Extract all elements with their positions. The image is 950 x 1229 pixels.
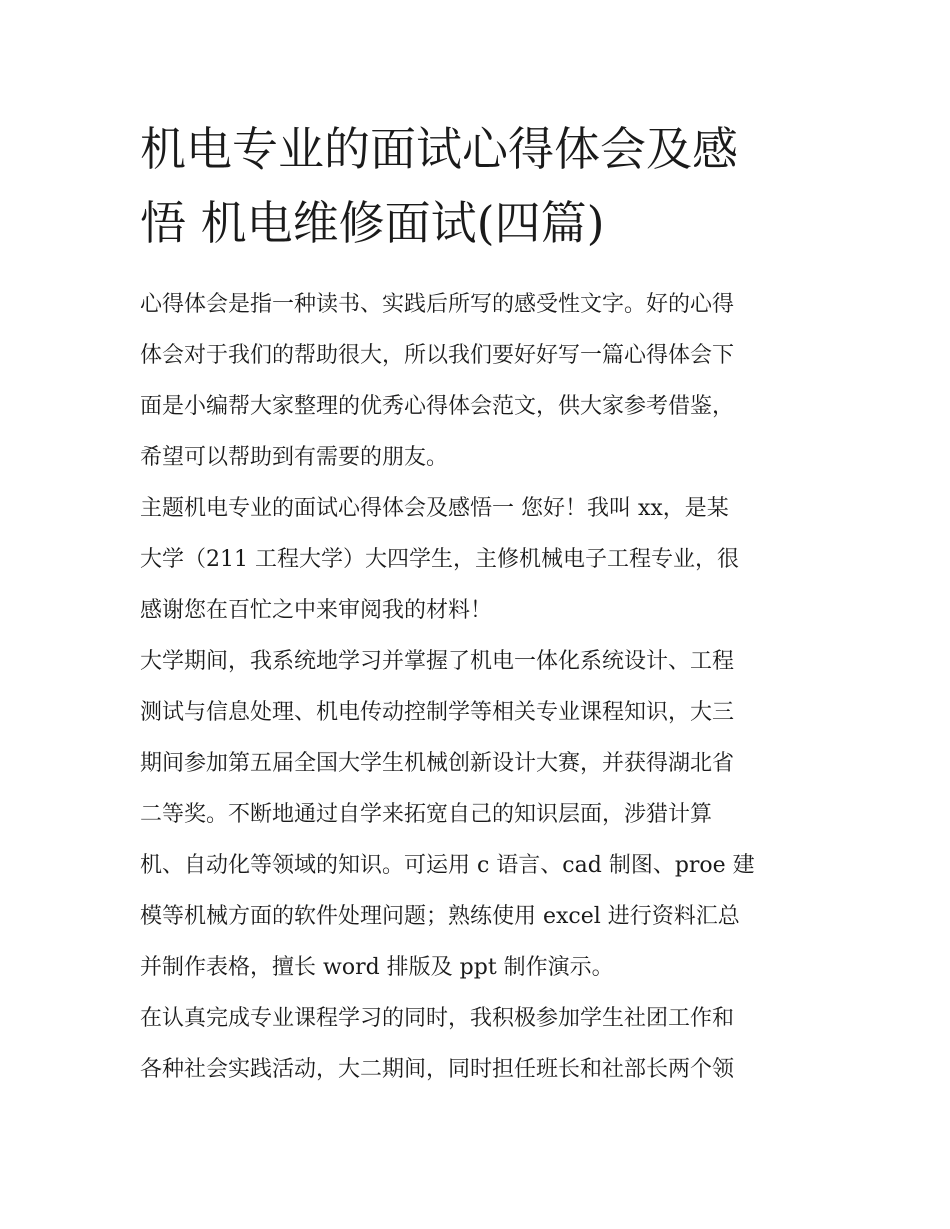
title-line: 机电专业的面试心得体会及感 [140,122,738,176]
text-line: 在认真完成专业课程学习的同时，我积极参加学生社团工作和 [140,1006,735,1031]
text-line: 大学期间，我系统地学习并掌握了机电一体化系统设计、工程 [140,649,735,674]
document-title [140,112,820,260]
paragraph-intro [140,279,820,483]
text-line: 期间参加第五届全国大学生机械创新设计大赛，并获得湖北省 [140,751,735,776]
text-line: 面是小编帮大家整理的优秀心得体会范文，供大家参考借鉴， [140,394,735,419]
text-line: 希望可以帮助到有需要的朋友。 [140,445,449,470]
paragraph-study [140,636,820,993]
text-line: 体会对于我们的帮助很大，所以我们要好好写一篇心得体会下 [140,343,735,368]
document-body [140,279,820,1095]
text-line: 测试与信息处理、机电传动控制学等相关专业课程知识，大三 [140,700,735,725]
text-line: 并制作表格，擅长 word 排版及 ppt 制作演示。 [140,955,614,980]
text-line: 各种社会实践活动，大二期间，同时担任班长和社部长两个领 [140,1057,735,1082]
text-line: 模等机械方面的软件处理问题；熟练使用 excel 进行资料汇总 [140,904,740,929]
text-line: 主题机电专业的面试心得体会及感悟一 您好！我叫 xx，是某 [140,496,729,521]
paragraph-activities [140,993,820,1095]
text-line: 机、自动化等领域的知识。可运用 c 语言、cad 制图、proe 建 [140,853,755,878]
text-line: 感谢您在百忙之中来审阅我的材料！ [140,598,493,623]
title-line: 悟 机电维修面试(四篇) [140,196,605,250]
paragraph-greeting [140,483,820,636]
text-line: 二等奖。不断地通过自学来拓宽自己的知识层面，涉猎计算 [140,802,713,827]
text-line: 大学（211 工程大学）大四学生，主修机械电子工程专业，很 [140,547,739,572]
text-line: 心得体会是指一种读书、实践后所写的感受性文字。好的心得 [140,292,735,317]
